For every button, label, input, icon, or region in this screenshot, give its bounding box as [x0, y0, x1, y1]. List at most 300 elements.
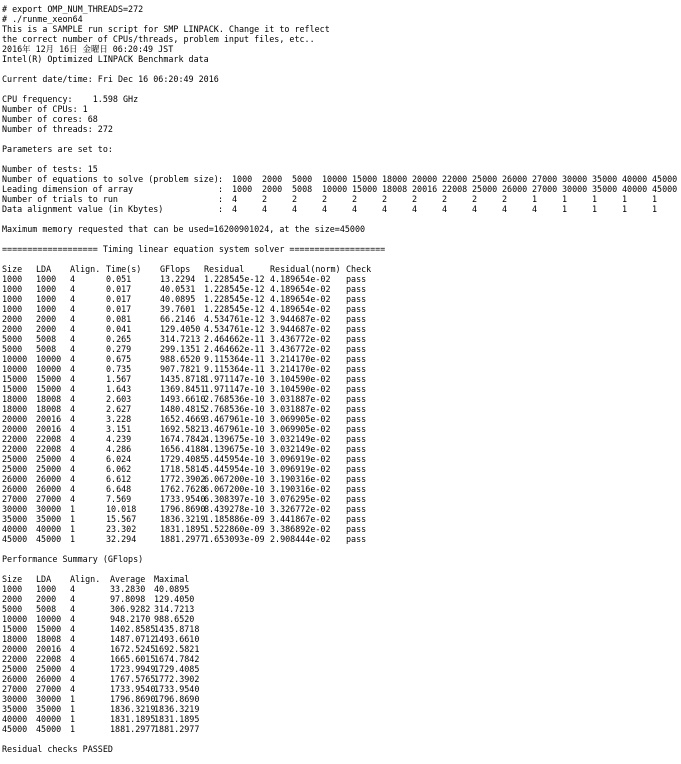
parameter-value: 4 [262, 204, 268, 214]
timing-cell: 1493.6610 [160, 394, 206, 404]
timing-cell: 0.265 [106, 334, 132, 344]
summary-cell: 33.2830 [110, 584, 146, 594]
summary-cell: 988.6520 [154, 614, 195, 624]
timing-cell: pass [346, 274, 367, 284]
timing-cell: 1000 [36, 294, 57, 304]
timing-cell: 4 [70, 364, 76, 374]
timing-cell: 6.648 [106, 484, 132, 494]
timing-cell: 4 [70, 384, 76, 394]
parameter-value: 1 [532, 194, 538, 204]
timing-section-title: =================== Timing linear equation system solver =================== [2, 244, 386, 254]
summary-cell: 1772.3902 [154, 674, 200, 684]
timing-cell: 26000 [2, 474, 28, 484]
timing-cell: 3.069905e-02 [270, 424, 331, 434]
header-line: CPU frequency: 1.598 GHz [2, 94, 139, 104]
timing-cell: 4 [70, 494, 76, 504]
timing-cell: pass [346, 434, 367, 444]
timing-cell: pass [346, 484, 367, 494]
timing-cell: 6.067200e-10 [204, 484, 265, 494]
timing-cell: 4.189654e-02 [270, 304, 331, 314]
summary-cell: 40.0895 [154, 584, 190, 594]
timing-cell: 4 [70, 474, 76, 484]
timing-cell: 35000 [2, 514, 28, 524]
header-line: the correct number of CPUs/threads, problem input files, etc.. [2, 34, 315, 44]
timing-cell: 30000 [36, 504, 62, 514]
summary-cell: 30000 [2, 694, 28, 704]
timing-cell: 3.214170e-02 [270, 354, 331, 364]
timing-cell: 5.445954e-10 [204, 464, 265, 474]
summary-cell: 26000 [2, 674, 28, 684]
header-line: # export OMP_NUM_THREADS=272 [2, 4, 144, 14]
summary-cell: 18008 [36, 634, 62, 644]
parameter-colon: : [218, 194, 224, 204]
timing-cell: 1692.5821 [160, 424, 206, 434]
timing-cell: 3.032149e-02 [270, 434, 331, 444]
parameter-value: 45000 [652, 174, 678, 184]
timing-cell: pass [346, 474, 367, 484]
summary-cell: 10000 [36, 614, 62, 624]
timing-cell: 25000 [2, 454, 28, 464]
timing-cell: 2.464662e-11 [204, 344, 265, 354]
timing-cell: 3.031887e-02 [270, 394, 331, 404]
parameter-value: 2 [352, 194, 358, 204]
timing-cell: 1.971147e-10 [204, 384, 265, 394]
parameter-label: Number of equations to solve (problem size) [2, 174, 219, 184]
timing-cell: 0.017 [106, 294, 132, 304]
header-line: Number of tests: 15 [2, 164, 98, 174]
parameter-value: 4 [292, 204, 298, 214]
timing-cell: 1674.7842 [160, 434, 206, 444]
timing-cell: 40.0531 [160, 284, 196, 294]
timing-cell: 40000 [36, 524, 62, 534]
header-line: 2016年 12月 16日 金曜日 06:20:49 JST [2, 44, 174, 54]
timing-cell: 1.228545e-12 [204, 294, 265, 304]
timing-cell: 1000 [36, 304, 57, 314]
timing-cell: 0.017 [106, 284, 132, 294]
summary-cell: 1692.5821 [154, 644, 200, 654]
timing-cell: 6.308397e-10 [204, 494, 265, 504]
parameter-value: 2000 [262, 184, 283, 194]
summary-cell: 1733.9540 [110, 684, 156, 694]
timing-cell: 3.096919e-02 [270, 454, 331, 464]
timing-cell: 10000 [2, 354, 28, 364]
summary-cell: 1665.6015 [110, 654, 156, 664]
parameter-value: 5008 [292, 184, 313, 194]
timing-cell: 1000 [36, 274, 57, 284]
summary-cell: 4 [70, 684, 76, 694]
timing-cell: 8.439278e-10 [204, 504, 265, 514]
summary-cell: 18000 [2, 634, 28, 644]
timing-cell: 3.436772e-02 [270, 334, 331, 344]
timing-cell: 6.612 [106, 474, 132, 484]
summary-cell: 15000 [36, 624, 62, 634]
timing-cell: 1836.3219 [160, 514, 206, 524]
timing-cell: pass [346, 494, 367, 504]
summary-cell: 1729.4085 [154, 664, 200, 674]
timing-cell: 1 [70, 504, 76, 514]
summary-cell: 27000 [36, 684, 62, 694]
summary-cell: 2000 [2, 594, 23, 604]
parameter-value: 1 [592, 204, 598, 214]
timing-cell: 4.189654e-02 [270, 294, 331, 304]
timing-cell: 5000 [2, 344, 23, 354]
timing-cell: 4.139675e-10 [204, 434, 265, 444]
parameter-value: 1 [652, 194, 658, 204]
timing-cell: 5000 [2, 334, 23, 344]
timing-cell: 2.768536e-10 [204, 404, 265, 414]
timing-cell: 1652.4669 [160, 414, 206, 424]
timing-cell: 1.228545e-12 [204, 284, 265, 294]
timing-cell: 22000 [2, 444, 28, 454]
residual-checks-status: Residual checks PASSED [2, 744, 113, 754]
parameter-label: Number of trials to run [2, 194, 118, 204]
timing-column-header: Check [346, 264, 372, 274]
timing-cell: 4.189654e-02 [270, 284, 331, 294]
timing-cell: pass [346, 414, 367, 424]
summary-cell: 314.7213 [154, 604, 195, 614]
parameter-value: 27000 [532, 184, 558, 194]
timing-column-header: GFlops [160, 264, 191, 274]
timing-cell: pass [346, 364, 367, 374]
timing-cell: 1772.3902 [160, 474, 206, 484]
parameter-label: Data alignment value (in Kbytes) [2, 204, 164, 214]
summary-cell: 4 [70, 584, 76, 594]
timing-cell: 3.944687e-02 [270, 314, 331, 324]
parameter-value: 30000 [562, 174, 588, 184]
timing-cell: 5008 [36, 344, 57, 354]
timing-cell: 22008 [36, 434, 62, 444]
parameter-value: 40000 [622, 174, 648, 184]
summary-cell: 1 [70, 694, 76, 704]
timing-cell: 3.441867e-02 [270, 514, 331, 524]
summary-cell: 35000 [2, 704, 28, 714]
timing-cell: 1435.8718 [160, 374, 206, 384]
timing-cell: 26000 [36, 474, 62, 484]
timing-cell: 2.908444e-02 [270, 534, 331, 544]
summary-cell: 25000 [2, 664, 28, 674]
timing-cell: 4 [70, 374, 76, 384]
summary-cell: 4 [70, 634, 76, 644]
summary-cell: 4 [70, 624, 76, 634]
timing-cell: 15.567 [106, 514, 137, 524]
summary-cell: 4 [70, 604, 76, 614]
timing-cell: 18008 [36, 404, 62, 414]
timing-cell: 4.534761e-12 [204, 324, 265, 334]
timing-cell: 18000 [2, 404, 28, 414]
timing-cell: 0.017 [106, 304, 132, 314]
timing-cell: 25000 [36, 464, 62, 474]
parameter-value: 10000 [322, 184, 348, 194]
parameter-value: 10000 [322, 174, 348, 184]
timing-cell: 4 [70, 294, 76, 304]
timing-cell: 25000 [36, 454, 62, 464]
parameter-value: 2000 [262, 174, 283, 184]
timing-cell: 1369.8451 [160, 384, 206, 394]
summary-cell: 1 [70, 714, 76, 724]
timing-cell: 6.062 [106, 464, 132, 474]
parameter-value: 30000 [562, 184, 588, 194]
summary-cell: 1796.8690 [110, 694, 156, 704]
timing-cell: 4 [70, 284, 76, 294]
parameter-value: 35000 [592, 174, 618, 184]
timing-cell: 15000 [36, 374, 62, 384]
parameter-value: 2 [412, 194, 418, 204]
parameter-value: 2 [322, 194, 328, 204]
parameter-value: 25000 [472, 184, 498, 194]
timing-cell: 3.386892e-02 [270, 524, 331, 534]
timing-cell: 3.214170e-02 [270, 364, 331, 374]
parameter-value: 22008 [442, 184, 468, 194]
timing-cell: 1.567 [106, 374, 132, 384]
timing-cell: 3.436772e-02 [270, 344, 331, 354]
summary-cell: 1881.2977 [110, 724, 156, 734]
parameter-value: 2 [502, 194, 508, 204]
summary-cell: 4 [70, 664, 76, 674]
timing-cell: pass [346, 324, 367, 334]
summary-cell: 27000 [2, 684, 28, 694]
timing-cell: 9.115364e-11 [204, 364, 265, 374]
summary-column-header: LDA [36, 574, 52, 584]
timing-cell: pass [346, 304, 367, 314]
timing-cell: 0.675 [106, 354, 132, 364]
timing-cell: pass [346, 504, 367, 514]
summary-cell: 1831.1895 [154, 714, 200, 724]
timing-cell: 2000 [2, 314, 23, 324]
timing-cell: 6.024 [106, 454, 132, 464]
header-line: Number of CPUs: 1 [2, 104, 88, 114]
parameter-value: 26000 [502, 184, 528, 194]
parameter-value: 2 [442, 194, 448, 204]
timing-cell: 4 [70, 404, 76, 414]
timing-cell: 2.768536e-10 [204, 394, 265, 404]
parameter-value: 4 [232, 194, 238, 204]
parameter-colon: : [218, 174, 224, 184]
summary-cell: 948.2170 [110, 614, 151, 624]
summary-cell: 26000 [36, 674, 62, 684]
timing-cell: 13.2294 [160, 274, 196, 284]
timing-cell: 129.4050 [160, 324, 201, 334]
summary-cell: 20000 [2, 644, 28, 654]
summary-cell: 20016 [36, 644, 62, 654]
timing-cell: 0.041 [106, 324, 132, 334]
timing-cell: 10000 [36, 354, 62, 364]
timing-cell: 5.445954e-10 [204, 454, 265, 464]
summary-cell: 30000 [36, 694, 62, 704]
timing-cell: 40000 [2, 524, 28, 534]
timing-cell: pass [346, 464, 367, 474]
timing-cell: pass [346, 374, 367, 384]
parameter-value: 20016 [412, 184, 438, 194]
timing-cell: 0.051 [106, 274, 132, 284]
timing-cell: 3.190316e-02 [270, 474, 331, 484]
timing-cell: pass [346, 314, 367, 324]
timing-cell: 10000 [2, 364, 28, 374]
timing-cell: 66.2146 [160, 314, 196, 324]
parameter-value: 2 [382, 194, 388, 204]
timing-cell: 30000 [2, 504, 28, 514]
timing-cell: 1480.4815 [160, 404, 206, 414]
summary-cell: 1672.5245 [110, 644, 156, 654]
timing-cell: 3.104590e-02 [270, 384, 331, 394]
summary-section-title: Performance Summary (GFlops) [2, 554, 144, 564]
summary-cell: 10000 [2, 614, 28, 624]
timing-cell: pass [346, 384, 367, 394]
timing-cell: 299.1351 [160, 344, 201, 354]
timing-cell: 1729.4085 [160, 454, 206, 464]
summary-cell: 1767.5765 [110, 674, 156, 684]
summary-cell: 40000 [36, 714, 62, 724]
timing-cell: pass [346, 514, 367, 524]
timing-column-header: Time(s) [106, 264, 142, 274]
timing-cell: 3.069905e-02 [270, 414, 331, 424]
timing-cell: 3.190316e-02 [270, 484, 331, 494]
summary-cell: 1733.9540 [154, 684, 200, 694]
timing-cell: 1000 [2, 294, 23, 304]
summary-cell: 2000 [36, 594, 57, 604]
timing-cell: pass [346, 534, 367, 544]
timing-column-header: LDA [36, 264, 52, 274]
timing-cell: 23.302 [106, 524, 137, 534]
timing-cell: pass [346, 424, 367, 434]
timing-cell: 22008 [36, 444, 62, 454]
timing-cell: 6.067200e-10 [204, 474, 265, 484]
summary-cell: 4 [70, 644, 76, 654]
timing-cell: pass [346, 394, 367, 404]
parameter-value: 4 [442, 204, 448, 214]
summary-cell: 97.8098 [110, 594, 146, 604]
timing-cell: 39.7601 [160, 304, 196, 314]
timing-cell: 20016 [36, 424, 62, 434]
summary-cell: 1881.2977 [154, 724, 200, 734]
timing-cell: 0.279 [106, 344, 132, 354]
parameter-value: 1 [562, 204, 568, 214]
timing-cell: 314.7213 [160, 334, 201, 344]
summary-cell: 1831.1895 [110, 714, 156, 724]
timing-cell: pass [346, 454, 367, 464]
timing-cell: 4 [70, 394, 76, 404]
parameter-value: 18008 [382, 184, 408, 194]
timing-cell: pass [346, 404, 367, 414]
summary-cell: 4 [70, 594, 76, 604]
header-line: Intel(R) Optimized LINPACK Benchmark data [2, 54, 209, 64]
timing-cell: 3.076295e-02 [270, 494, 331, 504]
summary-cell: 129.4050 [154, 594, 195, 604]
timing-cell: pass [346, 334, 367, 344]
parameter-value: 1 [562, 194, 568, 204]
max-memory-line: Maximum memory requested that can be used=16200901024, at the size=45000 [2, 224, 366, 234]
summary-cell: 1487.0712 [110, 634, 156, 644]
timing-cell: 4 [70, 334, 76, 344]
parameter-value: 1000 [232, 184, 253, 194]
timing-cell: 15000 [2, 384, 28, 394]
parameter-value: 4 [412, 204, 418, 214]
timing-cell: 4 [70, 454, 76, 464]
timing-cell: 4.239 [106, 434, 132, 444]
timing-column-header: Residual [204, 264, 245, 274]
timing-cell: 15000 [36, 384, 62, 394]
timing-cell: 1.185886e-09 [204, 514, 265, 524]
parameter-value: 1000 [232, 174, 253, 184]
timing-cell: 907.7821 [160, 364, 201, 374]
summary-cell: 1435.8718 [154, 624, 200, 634]
header-line: Number of threads: 272 [2, 124, 113, 134]
timing-cell: 3.032149e-02 [270, 444, 331, 454]
timing-cell: 2000 [36, 314, 57, 324]
parameter-value: 45000 [652, 184, 678, 194]
summary-cell: 45000 [36, 724, 62, 734]
parameter-value: 20000 [412, 174, 438, 184]
timing-column-header: Align. [70, 264, 101, 274]
timing-cell: 1 [70, 514, 76, 524]
parameter-value: 25000 [472, 174, 498, 184]
summary-cell: 1723.9949 [110, 664, 156, 674]
timing-cell: 40.0895 [160, 294, 196, 304]
timing-cell: 20016 [36, 414, 62, 424]
timing-cell: 1 [70, 534, 76, 544]
summary-column-header: Size [2, 574, 23, 584]
timing-cell: 988.6520 [160, 354, 201, 364]
parameter-value: 4 [322, 204, 328, 214]
timing-cell: 1831.1895 [160, 524, 206, 534]
timing-cell: 1733.9540 [160, 494, 206, 504]
timing-cell: 1000 [2, 284, 23, 294]
summary-cell: 4 [70, 654, 76, 664]
timing-column-header: Residual(norm) [270, 264, 341, 274]
parameter-value: 18000 [382, 174, 408, 184]
timing-cell: 4 [70, 444, 76, 454]
timing-cell: 45000 [2, 534, 28, 544]
timing-column-header: Size [2, 264, 23, 274]
timing-cell: 3.944687e-02 [270, 324, 331, 334]
timing-cell: 26000 [36, 484, 62, 494]
parameter-value: 22000 [442, 174, 468, 184]
parameter-value: 4 [472, 204, 478, 214]
summary-cell: 22008 [36, 654, 62, 664]
header-line: # ./runme_xeon64 [2, 14, 83, 24]
timing-cell: 4 [70, 414, 76, 424]
timing-cell: 2.627 [106, 404, 132, 414]
header-line: Current date/time: Fri Dec 16 06:20:49 2016 [2, 74, 219, 84]
timing-cell: 3.104590e-02 [270, 374, 331, 384]
timing-cell: 3.151 [106, 424, 132, 434]
timing-cell: 20000 [2, 414, 28, 424]
timing-cell: 1796.8690 [160, 504, 206, 514]
parameter-value: 4 [352, 204, 358, 214]
timing-cell: 4 [70, 484, 76, 494]
timing-cell: 3.031887e-02 [270, 404, 331, 414]
timing-cell: 4 [70, 324, 76, 334]
timing-cell: 1000 [2, 274, 23, 284]
timing-cell: 2000 [36, 324, 57, 334]
timing-cell: 9.115364e-11 [204, 354, 265, 364]
header-line: This is a SAMPLE run script for SMP LINPACK. Change it to reflect [2, 24, 330, 34]
parameter-value: 4 [532, 204, 538, 214]
timing-cell: 1656.4188 [160, 444, 206, 454]
header-line: Parameters are set to: [2, 144, 113, 154]
summary-column-header: Maximal [154, 574, 190, 584]
timing-cell: 4 [70, 354, 76, 364]
summary-cell: 1674.7842 [154, 654, 200, 664]
timing-cell: 18000 [2, 394, 28, 404]
timing-cell: 4.189654e-02 [270, 274, 331, 284]
timing-cell: 3.326772e-02 [270, 504, 331, 514]
timing-cell: 3.228 [106, 414, 132, 424]
timing-cell: 10000 [36, 364, 62, 374]
summary-cell: 45000 [2, 724, 28, 734]
summary-cell: 1796.8690 [154, 694, 200, 704]
timing-cell: 0.735 [106, 364, 132, 374]
timing-cell: 27000 [36, 494, 62, 504]
